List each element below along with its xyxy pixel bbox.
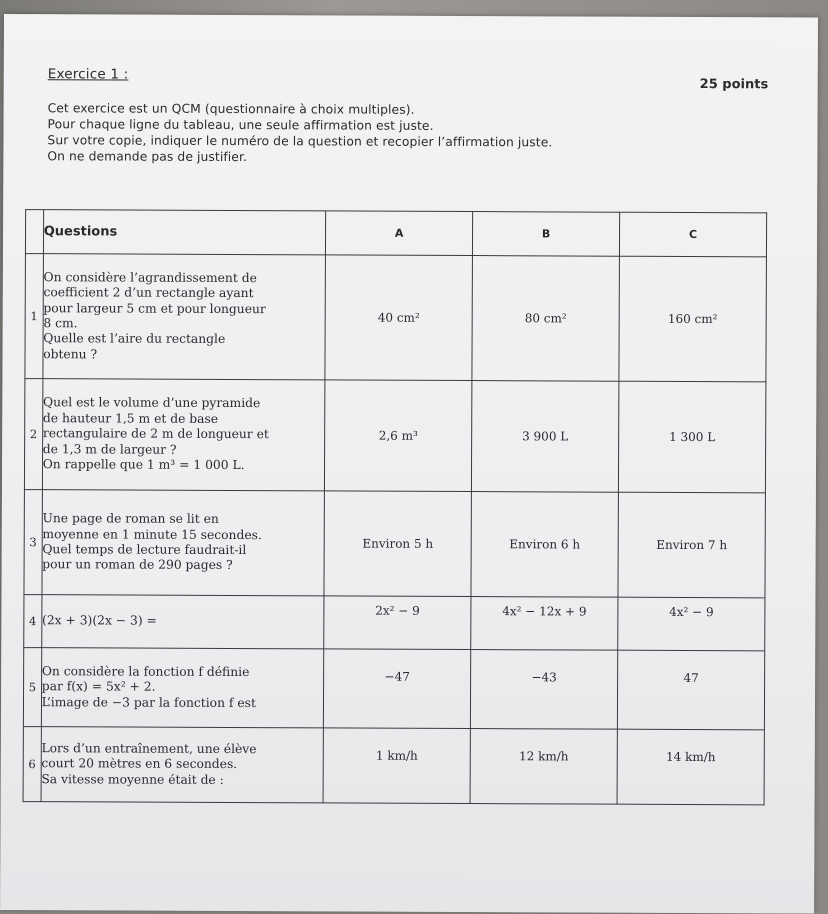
answer-b: 80 cm² (472, 256, 619, 382)
answer-c-text: 14 km/h (665, 749, 716, 765)
header-questions: Questions (43, 210, 326, 255)
answer-c-text: 47 (683, 670, 699, 686)
answer-c: Environ 7 h (618, 492, 765, 598)
exam-sheet (0, 14, 818, 914)
instruction-line: Pour chaque ligne du tableau, une seule affirmation est juste. (47, 117, 434, 133)
answer-a-text: 1 km/h (375, 748, 418, 763)
question-text: Lors d’un entraînement, une élève court 20 mètres en 6 secondes. Sa vitesse moyenne était de : (41, 727, 324, 803)
answer-c-text: 4x² − 9 (669, 604, 714, 620)
table-header-row (25, 210, 766, 257)
exercise-points: 25 points (699, 77, 769, 93)
exercise-title: Exercice 1 : (47, 66, 129, 83)
answer-a (324, 596, 471, 650)
qcm-table (23, 209, 768, 805)
answer-b: 3 900 L (471, 381, 618, 493)
answer-c (617, 650, 764, 730)
instruction-line: Cet exercice est un QCM (questionnaire à choix multiples). (47, 101, 415, 117)
question-number: 3 (24, 490, 42, 595)
question-number: 5 (23, 648, 41, 727)
question-text: (2x + 3)(2x − 3) = (41, 595, 324, 649)
table-row (25, 254, 767, 382)
answer-a-text: −47 (384, 669, 410, 684)
header-a: A (326, 211, 473, 256)
answer-b: Environ 6 h (471, 492, 618, 598)
answer-c (618, 597, 765, 651)
answer-c: 160 cm² (619, 256, 767, 382)
question-text: Quel est le volume d’une pyramide de hauteur 1,5 m et de base rectangulaire de 2 m de longueur et de 1,3 m de largeur ? On rappelle que 1 m³ = 1 000 L. (42, 379, 325, 491)
question-number: 2 (24, 379, 42, 490)
instruction-line: On ne demande pas de justifier. (47, 149, 248, 165)
answer-b-text: 4x² − 12x + 9 (502, 604, 587, 619)
instruction-line: Sur votre copie, indiquer le numéro de la question et recopier l’affirmation juste. (47, 133, 553, 150)
answer-b (470, 729, 617, 805)
answer-b (470, 650, 617, 730)
answer-c (617, 729, 764, 805)
answer-a: 2,6 m³ (325, 380, 472, 492)
question-text: On considère l’agrandissement de coefficient 2 d’un rectangle ayant pour largeur 5 cm et pour longueur 8 cm. Quelle est l’aire du rectangle obtenu ? (43, 254, 326, 380)
answer-a-text: 2x² − 9 (375, 603, 420, 618)
answer-a: 40 cm² (325, 255, 472, 381)
answer-c: 1 300 L (618, 381, 765, 493)
answer-b (471, 597, 618, 651)
table-row (24, 379, 765, 493)
instructions (47, 100, 552, 166)
answer-a: Environ 5 h (324, 491, 471, 597)
answer-b-text: −43 (531, 670, 557, 685)
question-text: On considère la fonction f définie par f(x) = 5x² + 2. L’image de −3 par la fonction f est (41, 648, 324, 728)
table-row (24, 595, 765, 651)
table-row (23, 727, 764, 805)
question-number: 1 (25, 254, 43, 379)
header-number (25, 210, 43, 254)
question-number: 6 (23, 727, 41, 802)
answer-a (323, 728, 470, 804)
question-number: 4 (24, 595, 42, 648)
answer-b-text: 12 km/h (519, 749, 569, 764)
question-text: Une page de roman se lit en moyenne en 1 minute 15 secondes. Quel temps de lecture faudrait-il pour un roman de 290 pages ? (42, 490, 325, 596)
answer-a (324, 649, 471, 729)
table-row (24, 490, 765, 598)
table-row (23, 648, 764, 730)
header-b: B (473, 212, 620, 257)
header-c: C (619, 212, 766, 257)
